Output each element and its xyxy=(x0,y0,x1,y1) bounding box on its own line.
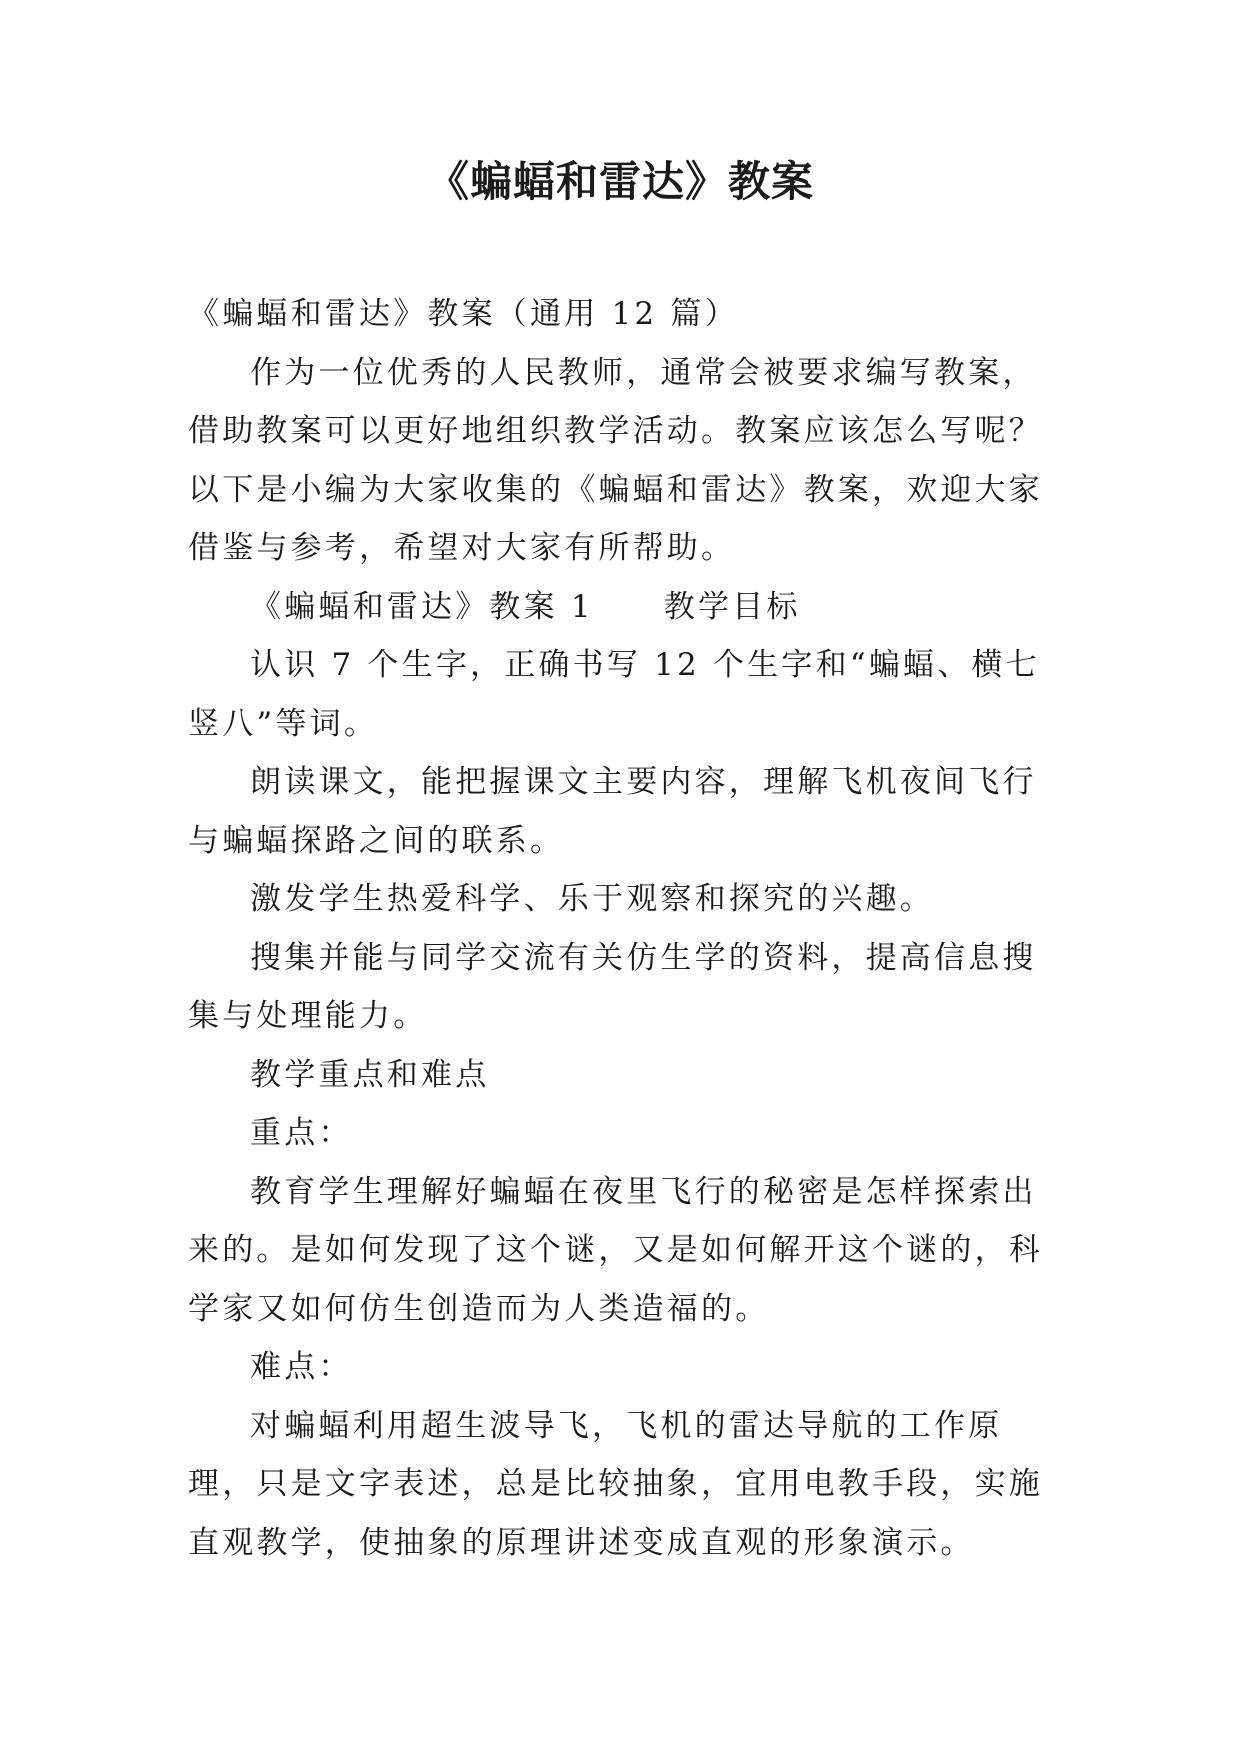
section-heading-line xyxy=(188,578,1058,637)
difficult-point-label: 难点： xyxy=(250,1349,353,1385)
goal-item: 激发学生热爱科学、乐于观察和探究的兴趣。 xyxy=(250,881,934,917)
section-subheading: 教学目标 xyxy=(663,588,801,625)
key-point-text: 教育学生理解好蝙蝠在夜里飞行的秘密是怎样探索出来的。是如何发现了这个谜，又是如何解开这个谜的，科学家又如何仿生创造而为人类造福的。 xyxy=(188,1173,1043,1327)
key-difficult-heading: 教学重点和难点 xyxy=(250,1056,490,1093)
goal-item: 朗读课文，能把握课文主要内容，理解飞机夜间飞行与蝙蝠探路之间的联系。 xyxy=(188,764,1037,859)
document-subtitle: 《蝙蝠和雷达》教案（通用 12 篇） xyxy=(188,296,739,332)
intro-paragraph: 作为一位优秀的人民教师，通常会被要求编写教案，借助教案可以更好地组织教学活动。教案应该怎么写呢？以下是小编为大家收集的《蝙蝠和雷达》教案，欢迎大家借鉴与参考，希望对大家有所帮助。 xyxy=(188,354,1043,566)
section-heading: 《蝙蝠和雷达》教案 1 xyxy=(250,588,594,625)
difficult-point-text: 对蝙蝠利用超生波导飞，飞机的雷达导航的工作原理，只是文字表述，总是比较抽象，宜用电教手段，实施直观教学，使抽象的原理讲述变成直观的形象演示。 xyxy=(188,1407,1043,1561)
key-point-label: 重点： xyxy=(250,1115,353,1151)
goal-item: 认识 7 个生字，正确书写 12 个生字和“蝙蝠、横七竖八”等词。 xyxy=(188,647,1040,742)
goal-item: 搜集并能与同学交流有关仿生学的资料，提高信息搜集与处理能力。 xyxy=(188,939,1037,1034)
document-body xyxy=(188,285,1058,1572)
document-title: 《蝙蝠和雷达》教案 xyxy=(426,157,814,206)
